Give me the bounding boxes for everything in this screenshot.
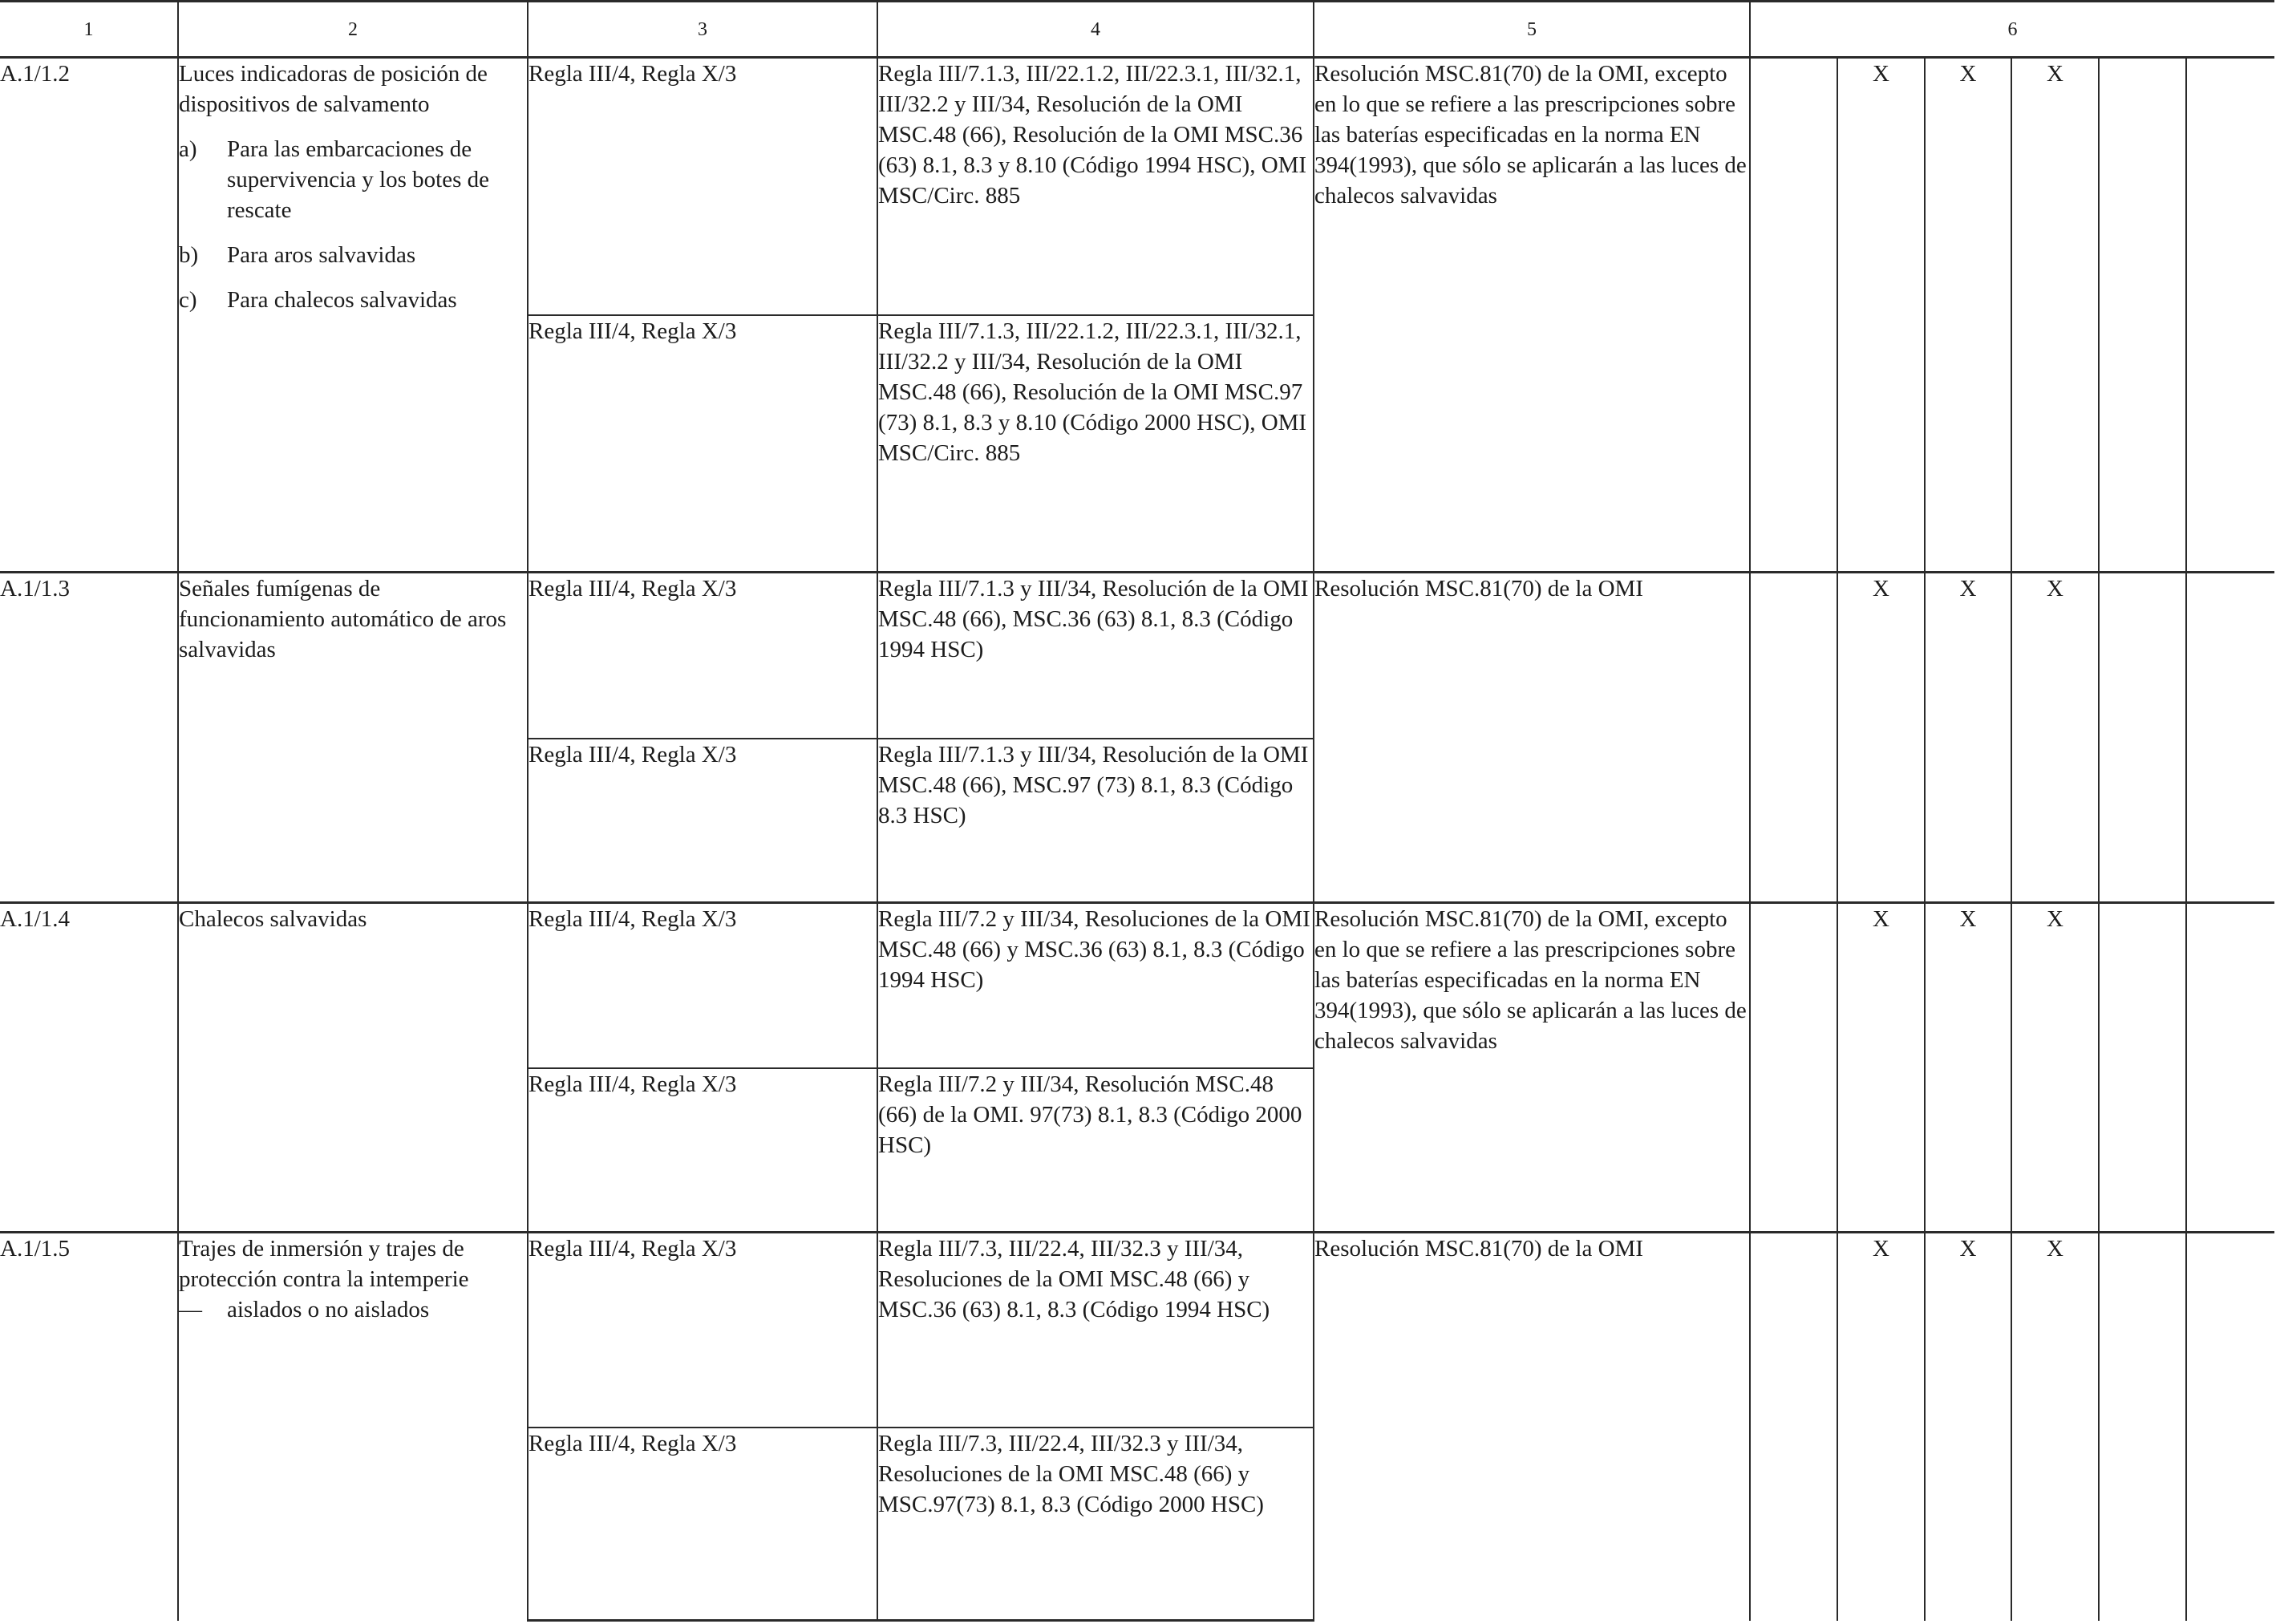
table-row [0, 902, 2274, 1068]
reference-cell: Regla III/7.1.3 y III/34, Resolución de la OMI MSC.48 (66), MSC.97 (73) 8.1, 8.3 (Código 8.3 HSC) [877, 739, 1314, 903]
regulation-cell: Regla III/4, Regla X/3 [528, 315, 877, 573]
subitem-text: Para chalecos salvavidas [227, 287, 457, 314]
column-header-5: 5 [1314, 2, 1750, 58]
regulation-cell: Regla III/4, Regla X/3 [528, 739, 877, 903]
subitem-text: Para las embarcaciones de supervivencia y los botes de rescate [227, 136, 489, 224]
mark-cell: X [2011, 1233, 2099, 1621]
reference-cell: Regla III/7.1.3 y III/34, Resolución de la OMI MSC.48 (66), MSC.36 (63) 8.1, 8.3 (Código 1994 HSC) [877, 573, 1314, 739]
item-code: A.1/1.2 [0, 58, 178, 573]
column-header-1: 1 [0, 2, 178, 58]
column-header-row [0, 2, 2274, 58]
subitem-text: Para aros salvavidas [227, 242, 416, 269]
subitem [179, 240, 527, 270]
mark-cell [1750, 902, 1837, 1232]
reference-cell: Regla III/7.1.3, III/22.1.2, III/22.3.1, III/32.1, III/32.2 y III/34, Resolución de la OMI MSC.48 (66), Resolución de la OMI MSC.36 (63) 8.1, 8.3 y 8.10 (Código 1994 HSC), OMI MSC/Circ. 885 [877, 58, 1314, 315]
reference-cell: Regla III/7.3, III/22.4, III/32.3 y III/34, Resoluciones de la OMI MSC.48 (66) y MSC.97(73) 8.1, 8.3 (Código 2000 HSC) [877, 1428, 1314, 1621]
mark-cell: X [1837, 58, 1925, 573]
reference-cell: Regla III/7.1.3, III/22.1.2, III/22.3.1, III/32.1, III/32.2 y III/34, Resolución de la OMI MSC.48 (66), Resolución de la OMI MSC.97 (73) 8.1, 8.3 y 8.10 (Código 2000 HSC), OMI MSC/Circ. 885 [877, 315, 1314, 573]
item-description [178, 1233, 528, 1621]
reference-cell: Regla III/7.3, III/22.4, III/32.3 y III/34, Resoluciones de la OMI MSC.48 (66) y MSC.36 (63) 8.1, 8.3 (Código 1994 HSC) [877, 1233, 1314, 1428]
mark-cell [2099, 902, 2186, 1232]
mark-cell [1750, 1233, 1837, 1621]
column-header-2: 2 [178, 2, 528, 58]
regulation-cell: Regla III/4, Regla X/3 [528, 902, 877, 1068]
item-code: A.1/1.4 [0, 902, 178, 1232]
mark-cell: X [1837, 1233, 1925, 1621]
item-code: A.1/1.5 [0, 1233, 178, 1621]
item-description [178, 58, 528, 573]
mark-cell: X [1925, 902, 2011, 1232]
subitem-label: — [179, 1297, 202, 1323]
table-row [0, 1233, 2274, 1428]
mark-cell [1750, 573, 1837, 902]
table-row [0, 58, 2274, 315]
item-code: A.1/1.3 [0, 573, 178, 902]
item-title: Trajes de inmersión y trajes de protección contra la intemperie [179, 1236, 469, 1293]
mark-cell [2099, 1233, 2186, 1621]
standards-cell: Resolución MSC.81(70) de la OMI, excepto en lo que se refiere a las prescripciones sobre las baterías especificadas en la norma EN 394(1993), que sólo se aplicarán a las luces de chalecos salvavidas [1314, 58, 1750, 573]
reference-cell: Regla III/7.2 y III/34, Resolución MSC.48 (66) de la OMI. 97(73) 8.1, 8.3 (Código 2000 HSC) [877, 1068, 1314, 1233]
standards-cell: Resolución MSC.81(70) de la OMI [1314, 573, 1750, 902]
subitem [179, 285, 527, 315]
subitem-text: aislados o no aislados [227, 1297, 430, 1323]
standards-cell: Resolución MSC.81(70) de la OMI [1314, 1233, 1750, 1621]
reference-cell: Regla III/7.2 y III/34, Resoluciones de la OMI MSC.48 (66) y MSC.36 (63) 8.1, 8.3 (Código 1994 HSC) [877, 902, 1314, 1068]
mark-cell: X [2011, 58, 2099, 573]
mark-cell [2099, 58, 2186, 573]
mark-cell [2099, 573, 2186, 902]
column-header-3: 3 [528, 2, 877, 58]
subitem [179, 1294, 527, 1325]
mark-cell: X [1837, 902, 1925, 1232]
regulation-cell: Regla III/4, Regla X/3 [528, 1428, 877, 1621]
regulation-cell: Regla III/4, Regla X/3 [528, 573, 877, 739]
subitem-label: a) [179, 136, 197, 163]
mark-cell: X [2011, 573, 2099, 902]
regulation-cell: Regla III/4, Regla X/3 [528, 1068, 877, 1233]
subitem-label: b) [179, 242, 199, 269]
item-title: Luces indicadoras de posición de dispositivos de salvamento [179, 61, 488, 118]
mark-cell [2186, 1233, 2274, 1621]
mark-cell: X [1837, 573, 1925, 902]
subitem-list [179, 1294, 527, 1325]
mark-cell [1750, 58, 1837, 573]
mark-cell [2186, 573, 2274, 902]
column-header-4: 4 [877, 2, 1314, 58]
mark-cell: X [1925, 58, 2011, 573]
mark-cell: X [1925, 1233, 2011, 1621]
table-row [0, 573, 2274, 739]
mark-cell: X [1925, 573, 2011, 902]
item-title: Señales fumígenas de funcionamiento automático de aros salvavidas [179, 576, 507, 663]
subitem-label: c) [179, 287, 197, 314]
item-description [178, 902, 528, 1232]
column-header-6: 6 [1750, 2, 2274, 58]
mark-cell: X [2011, 902, 2099, 1232]
item-description [178, 573, 528, 902]
regulation-cell: Regla III/4, Regla X/3 [528, 58, 877, 315]
subitem-list [179, 134, 527, 315]
item-title: Chalecos salvavidas [179, 905, 367, 932]
regulation-cell: Regla III/4, Regla X/3 [528, 1233, 877, 1428]
mark-cell [2186, 902, 2274, 1232]
subitem [179, 134, 527, 225]
mark-cell [2186, 58, 2274, 573]
standards-cell: Resolución MSC.81(70) de la OMI, excepto en lo que se refiere a las prescripciones sobre las baterías especificadas en la norma EN 394(1993), que sólo se aplicarán a las luces de chalecos salvavidas [1314, 902, 1750, 1232]
